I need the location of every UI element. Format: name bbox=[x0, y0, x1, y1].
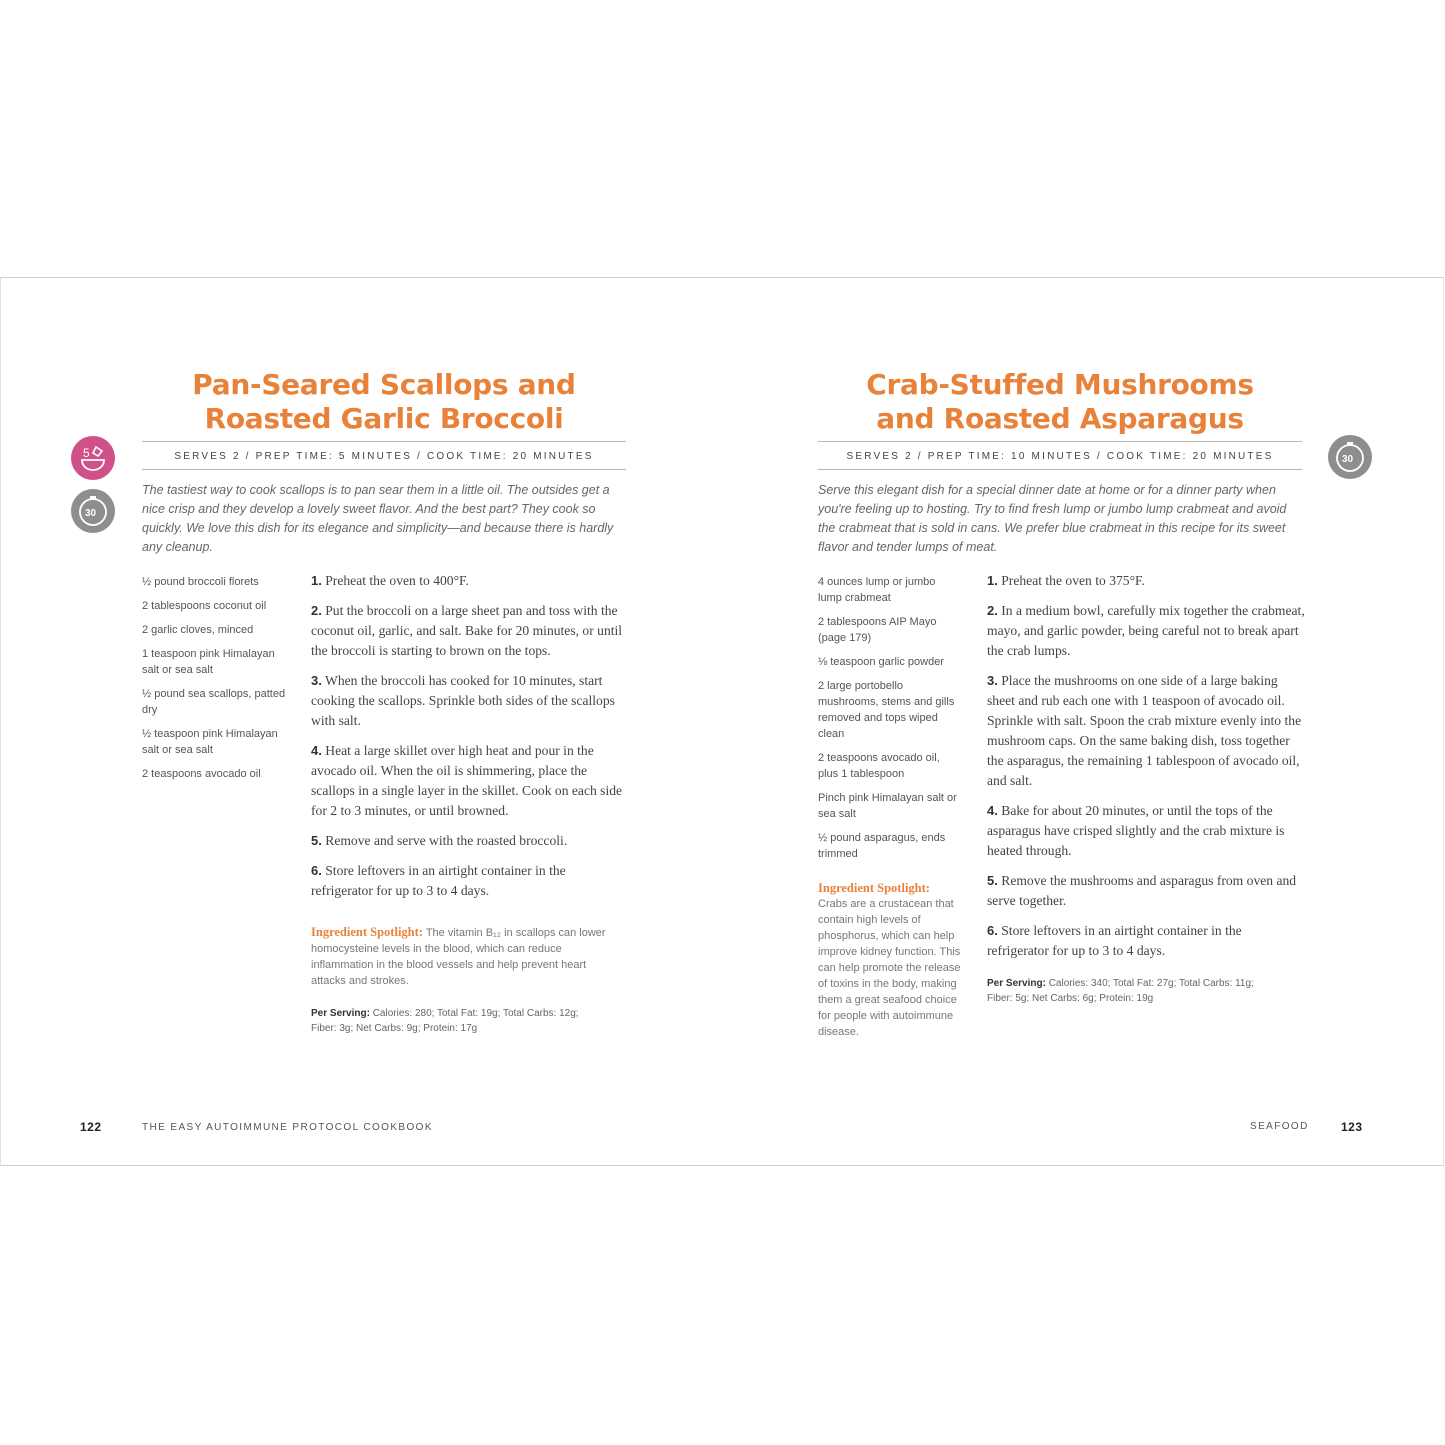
thirty-minute-timer-icon bbox=[76, 494, 110, 528]
nutrition-text: Calories: 280; Total Fat: 19g; Total Carbs: 12g; Fiber: 3g; Net Carbs: 9g; Protein: 17g bbox=[311, 1008, 579, 1034]
step-item bbox=[311, 671, 629, 731]
step-number: 2. bbox=[987, 603, 998, 618]
nutrition-label: Per Serving: bbox=[987, 978, 1046, 989]
ingredient-item: 2 tablespoons coconut oil bbox=[142, 600, 267, 612]
step-text: Put the broccoli on a large sheet pan and toss with the coconut oil, garlic, and salt. Bake for 20 minutes, or until the broccoli is starting to brown on the tops. bbox=[311, 603, 623, 658]
step-text: Preheat the oven to 375°F. bbox=[1001, 573, 1145, 588]
step-number: 2. bbox=[311, 603, 322, 618]
ingredient-item: 2 teaspoons avocado oil, plus 1 tablespoon bbox=[818, 752, 940, 780]
step-text: Remove and serve with the roasted broccoli. bbox=[325, 833, 568, 848]
step-text: Preheat the oven to 400°F. bbox=[325, 573, 469, 588]
step-text: Store leftovers in an airtight container in the refrigerator for up to 3 to 4 days. bbox=[311, 863, 566, 898]
ingredient-item: ½ pound broccoli florets bbox=[142, 576, 259, 588]
spotlight-text: The vitamin B₁₂ in scallops can lower homocysteine levels in the blood, which can reduce inflammation in the blood vessels and help prevent heart attacks and strokes. bbox=[311, 927, 606, 987]
thirty-minute-count: 30 bbox=[1342, 454, 1354, 465]
nutrition-text: Calories: 340; Total Fat: 27g; Total Carbs: 11g; Fiber: 5g; Net Carbs: 6g; Protein: 19g bbox=[987, 978, 1254, 1004]
step-list bbox=[987, 571, 1305, 971]
ingredient-item: 2 large portobello mushrooms, stems and gills removed and tops wiped clean bbox=[818, 680, 955, 740]
five-ingredient-count: 5 bbox=[83, 446, 90, 460]
step-item bbox=[987, 571, 1305, 591]
step-number: 6. bbox=[311, 863, 322, 878]
recipe-title-line-1: Pan-Seared Scallops and bbox=[192, 368, 576, 401]
step-item bbox=[311, 741, 629, 821]
recipe-meta: SERVES 2 / PREP TIME: 10 MINUTES / COOK TIME: 20 MINUTES bbox=[846, 451, 1274, 462]
step-item bbox=[311, 831, 629, 851]
step-number: 5. bbox=[311, 833, 322, 848]
spotlight-text: Crabs are a crustacean that contain high levels of phosphorus, which can help improve kidney function. This can help promote the release of toxins in the body, making them a great seafood choice for people with autoimmune disease. bbox=[818, 898, 961, 1038]
header-rule-bottom bbox=[818, 469, 1302, 470]
thirty-minute-badge bbox=[1328, 435, 1372, 479]
recipe-meta: SERVES 2 / PREP TIME: 5 MINUTES / COOK TIME: 20 MINUTES bbox=[174, 451, 594, 462]
step-text: In a medium bowl, carefully mix together the crabmeat, mayo, and garlic powder, being careful not to break apart the crab lumps. bbox=[987, 603, 1305, 658]
nutrition-info bbox=[311, 1006, 601, 1036]
step-number: 1. bbox=[311, 573, 322, 588]
step-text: Bake for about 20 minutes, or until the tops of the asparagus have crisped slightly and the crab mixture is heated through. bbox=[987, 803, 1285, 858]
step-number: 4. bbox=[987, 803, 998, 818]
ingredient-item: 2 garlic cloves, minced bbox=[142, 624, 254, 636]
page-number: 123 bbox=[1341, 1120, 1363, 1134]
nutrition-label: Per Serving: bbox=[311, 1008, 370, 1019]
ingredient-spotlight bbox=[311, 924, 623, 989]
step-text: Place the mushrooms on one side of a large baking sheet and rub each one with 1 teaspoon of avocado oil. Sprinkle with salt. Spoon the crab mixture evenly into the mushroom caps. On the same baking dish, toss together the asparagus, the remaining 1 tablespoon of avocado oil, and salt. bbox=[987, 673, 1302, 788]
step-item bbox=[987, 801, 1305, 861]
header-rule-top bbox=[818, 441, 1302, 442]
step-list bbox=[311, 571, 629, 911]
header-rule-top bbox=[142, 441, 626, 442]
step-item bbox=[987, 671, 1305, 791]
ingredient-list bbox=[142, 574, 290, 790]
step-item bbox=[311, 861, 629, 901]
ingredient-item: 4 ounces lump or jumbo lump crabmeat bbox=[818, 576, 936, 604]
ingredient-item: ½ pound sea scallops, patted dry bbox=[142, 688, 286, 716]
thirty-minute-badge bbox=[71, 489, 115, 533]
thirty-minute-count: 30 bbox=[85, 508, 97, 519]
five-ingredient-badge bbox=[71, 436, 115, 480]
step-item bbox=[987, 871, 1305, 911]
step-item bbox=[311, 601, 629, 661]
ingredient-item: 1 teaspoon pink Himalayan salt or sea salt bbox=[142, 648, 275, 676]
spotlight-label: Ingredient Spotlight: bbox=[818, 881, 930, 895]
header-rule-bottom bbox=[142, 469, 626, 470]
ingredient-item: ½ pound asparagus, ends trimmed bbox=[818, 832, 946, 860]
running-head: SEAFOOD bbox=[1250, 1121, 1309, 1132]
ingredient-item: 2 teaspoons avocado oil bbox=[142, 768, 261, 780]
recipe-title-line-1: Crab-Stuffed Mushrooms bbox=[866, 368, 1254, 401]
ingredient-list bbox=[818, 574, 960, 870]
recipe-title bbox=[818, 368, 1302, 436]
thirty-minute-timer-icon bbox=[1333, 440, 1367, 474]
step-number: 1. bbox=[987, 573, 998, 588]
ingredient-spotlight bbox=[818, 880, 968, 1040]
page-number: 122 bbox=[80, 1120, 102, 1134]
ingredient-item: 2 tablespoons AIP Mayo (page 179) bbox=[818, 616, 937, 644]
nutrition-info bbox=[987, 976, 1277, 1006]
recipe-title bbox=[142, 368, 626, 436]
step-text: Remove the mushrooms and asparagus from oven and serve together. bbox=[987, 873, 1297, 908]
step-text: Heat a large skillet over high heat and pour in the avocado oil. When the oil is shimmering, place the scallops in a single layer in the skillet. Cook on each side for 2 to 3 minutes, or until browned. bbox=[311, 743, 623, 818]
recipe-intro: Serve this elegant dish for a special dinner date at home or for a dinner party when you're feeling up to hosting. Try to find fresh lump or jumbo lump crabmeat and avoid the crabmeat that is sold in cans. We prefer blue crabmeat in this recipe for its sweet flavor and tender lumps of meat. bbox=[818, 483, 1287, 554]
spotlight-label: Ingredient Spotlight: bbox=[311, 925, 423, 939]
recipe-title-line-2: and Roasted Asparagus bbox=[876, 402, 1244, 435]
step-number: 3. bbox=[311, 673, 322, 688]
step-item bbox=[987, 601, 1305, 661]
step-number: 4. bbox=[311, 743, 322, 758]
recipe-title-line-2: Roasted Garlic Broccoli bbox=[204, 402, 564, 435]
step-text: When the broccoli has cooked for 10 minutes, start cooking the scallops. Sprinkle both sides of the scallops with salt. bbox=[311, 673, 615, 728]
ingredient-item: ⅛ teaspoon garlic powder bbox=[818, 656, 944, 668]
step-item bbox=[987, 921, 1305, 961]
running-head: THE EASY AUTOIMMUNE PROTOCOL COOKBOOK bbox=[142, 1122, 433, 1133]
ingredient-item: Pinch pink Himalayan salt or sea salt bbox=[818, 792, 957, 820]
recipe-intro: The tastiest way to cook scallops is to pan sear them in a little oil. The outsides get a nice crisp and they develop a lovely sweet flavor. And the best part? They cook so quickly. We love this dish for its elegance and simplicity—and because there is hardly any cleanup. bbox=[142, 483, 614, 554]
step-number: 5. bbox=[987, 873, 998, 888]
step-number: 6. bbox=[987, 923, 998, 938]
step-number: 3. bbox=[987, 673, 998, 688]
step-text: Store leftovers in an airtight container in the refrigerator for up to 3 to 4 days. bbox=[987, 923, 1242, 958]
ingredient-item: ½ teaspoon pink Himalayan salt or sea salt bbox=[142, 728, 278, 756]
five-ingredient-bowl-icon bbox=[78, 443, 108, 473]
step-item bbox=[311, 571, 629, 591]
